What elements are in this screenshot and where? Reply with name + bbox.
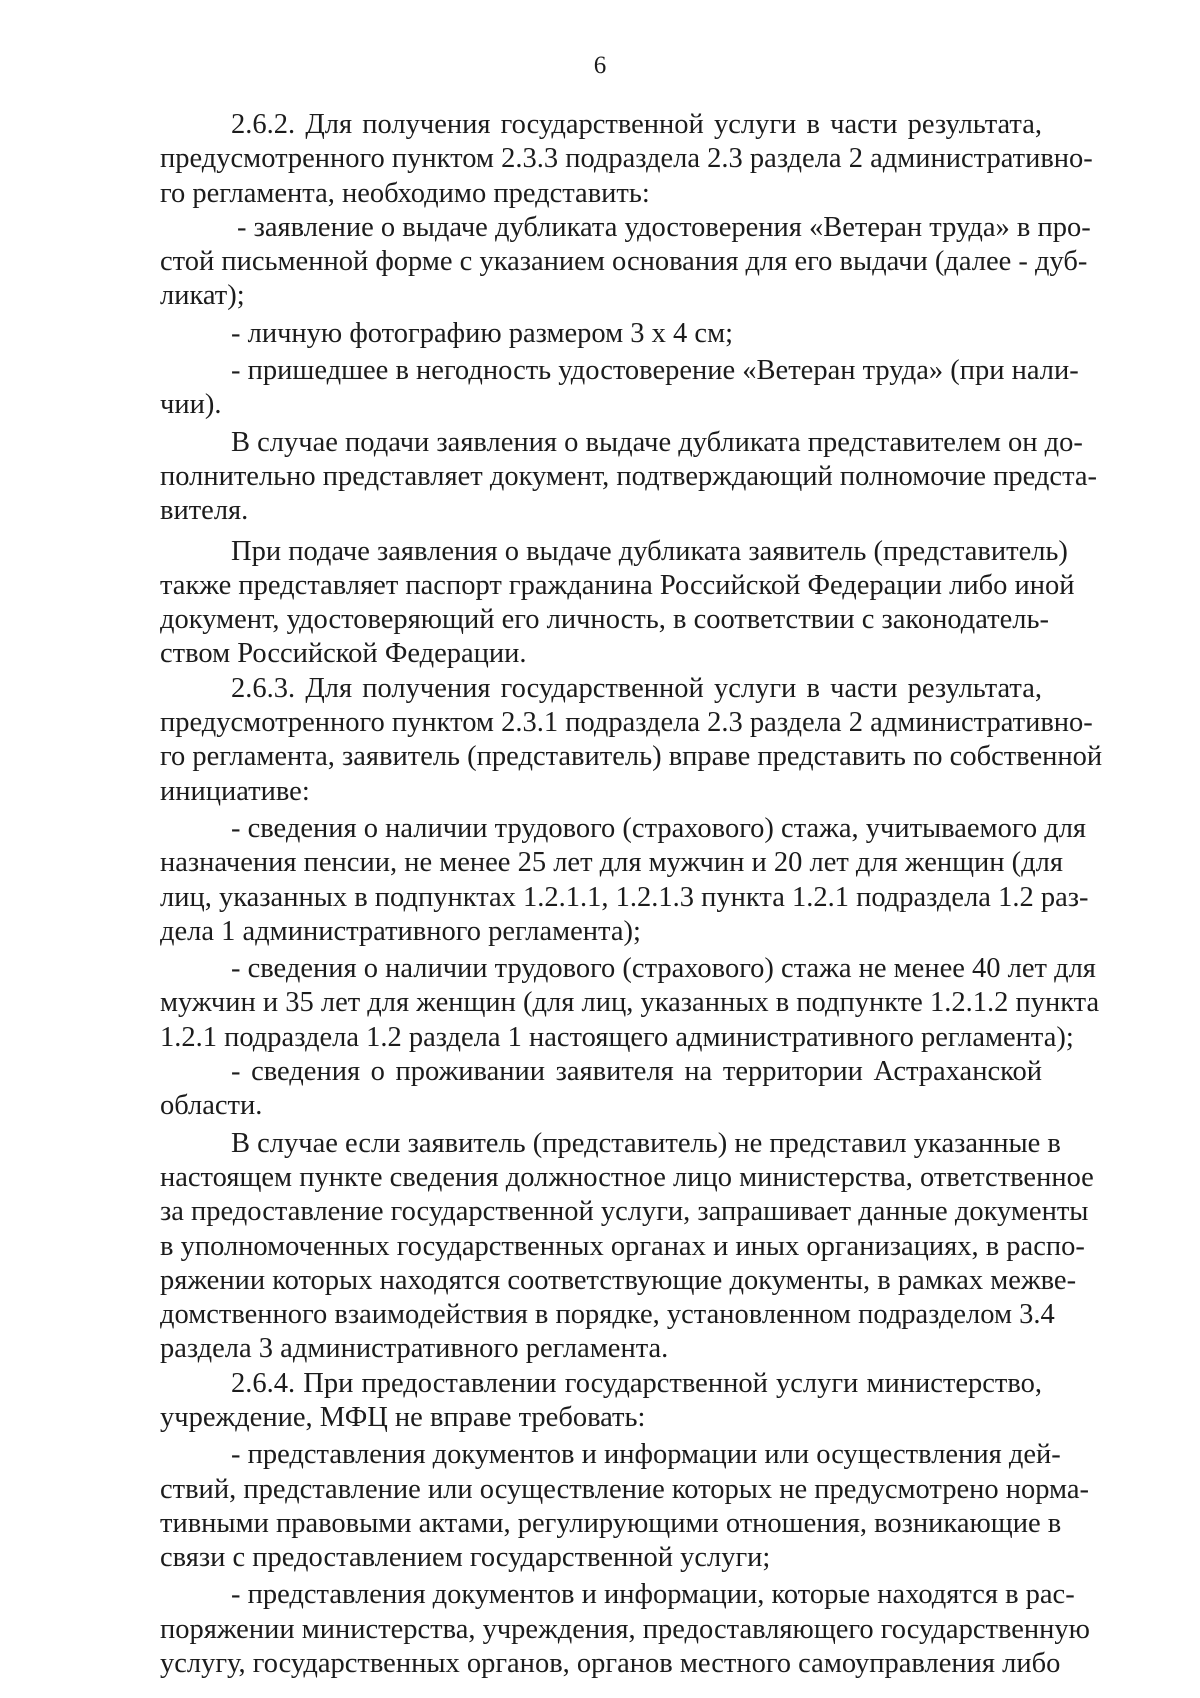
text-line: настоящем пункте сведения должностное лицо министерства, ответственное (160, 1161, 1094, 1193)
text-line: В случае если заявитель (представитель) не представил указанные в (231, 1127, 1061, 1159)
text-line: полнительно представляет документ, подтверждающий полномочие предста- (160, 460, 1098, 492)
text-line: В случае подачи заявления о выдаче дубликата представителем он до- (231, 426, 1083, 458)
text-line: - сведения о проживании заявителя на территории Астраханской (231, 1056, 1042, 1088)
text-line: в уполномоченных государственных органах и иных организациях, в распо- (160, 1230, 1085, 1262)
text-line: области. (160, 1090, 263, 1122)
text-line: При подаче заявления о выдаче дубликата заявитель (представитель) (231, 535, 1068, 567)
text-line: - сведения о наличии трудового (страхового) стажа, учитываемого для (231, 812, 1087, 844)
text-line: документ, удостоверяющий его личность, в соответствии с законодатель- (160, 604, 1049, 636)
text-line: ствий, представление или осуществление которых не предусмотрено норма- (160, 1473, 1090, 1505)
text-line: ряжении которых находятся соответствующие документы, в рамках межве- (160, 1264, 1077, 1296)
text-line: дела 1 административного регламента); (160, 915, 641, 947)
text-line: лиц, указанных в подпунктах 1.2.1.1, 1.2.1.3 пункта 1.2.1 подраздела 1.2 раз- (160, 881, 1089, 913)
text-line: раздела 3 административного регламента. (160, 1333, 669, 1365)
text-line: предусмотренного пунктом 2.3.1 подраздела 2.3 раздела 2 административно- (160, 707, 1093, 739)
text-line: 2.6.2. Для получения государственной услуги в части результата, (231, 109, 1042, 140)
text-line: поряжении министерства, учреждения, предоставляющего государственную (160, 1613, 1090, 1645)
text-line: учреждение, МФЦ не вправе требовать: (160, 1401, 646, 1433)
text-line: услугу, государственных органов, органов местного самоуправления либо (160, 1648, 1061, 1680)
text-line: го регламента, заявитель (представитель) вправе представить по собственной (160, 741, 1103, 773)
text-line: чии). (160, 389, 222, 421)
text-line: тивными правовыми актами, регулирующими отношения, возникающие в (160, 1507, 1062, 1539)
text-line: - сведения о наличии трудового (страхового) стажа не менее 40 лет для (231, 953, 1096, 985)
text-line: - представления документов и информации или осуществления дей- (231, 1439, 1061, 1471)
text-line: домственного взаимодействия в порядке, установленном подразделом 3.4 (160, 1299, 1055, 1331)
text-line: за предоставление государственной услуги, запрашивает данные документы (160, 1196, 1089, 1228)
text-line: также представляет паспорт гражданина Российской Федерации либо иной (160, 569, 1075, 601)
text-line: го регламента, необходимо представить: (160, 177, 650, 209)
text-line: связи с предоставлением государственной услуги; (160, 1542, 771, 1574)
text-line: вителя. (160, 495, 249, 527)
text-line: инициативе: (160, 775, 310, 807)
text-line: назначения пенсии, не менее 25 лет для мужчин и 20 лет для женщин (для (160, 847, 1063, 879)
text-line: предусмотренного пунктом 2.3.3 подраздела 2.3 раздела 2 административно- (160, 143, 1093, 175)
text-line: ликат); (160, 280, 245, 312)
document-body (160, 108, 1103, 1681)
text-line: ством Российской Федерации. (160, 638, 527, 670)
text-line: 2.6.4. При предоставлении государственной услуги министерство, (231, 1367, 1042, 1399)
text-line: стой письменной форме с указанием основания для его выдачи (далее - дуб- (160, 246, 1088, 278)
page-number: 6 (593, 52, 607, 79)
text-line: - представления документов и информации, которые находятся в рас- (231, 1579, 1075, 1611)
text-line: мужчин и 35 лет для женщин (для лиц, указанных в подпункте 1.2.1.2 пункта (160, 987, 1100, 1019)
text-line: 2.6.3. Для получения государственной услуги в части результата, (231, 672, 1042, 704)
text-line: - пришедшее в негодность удостоверение «Ветеран труда» (при нали- (231, 355, 1079, 387)
text-line: - личную фотографию размером 3 х 4 см; (231, 317, 734, 349)
text-line: 1.2.1 подраздела 1.2 раздела 1 настоящего административного регламента); (160, 1021, 1074, 1053)
text-line: - заявление о выдаче дубликата удостоверения «Ветеран труда» в про- (237, 211, 1091, 243)
